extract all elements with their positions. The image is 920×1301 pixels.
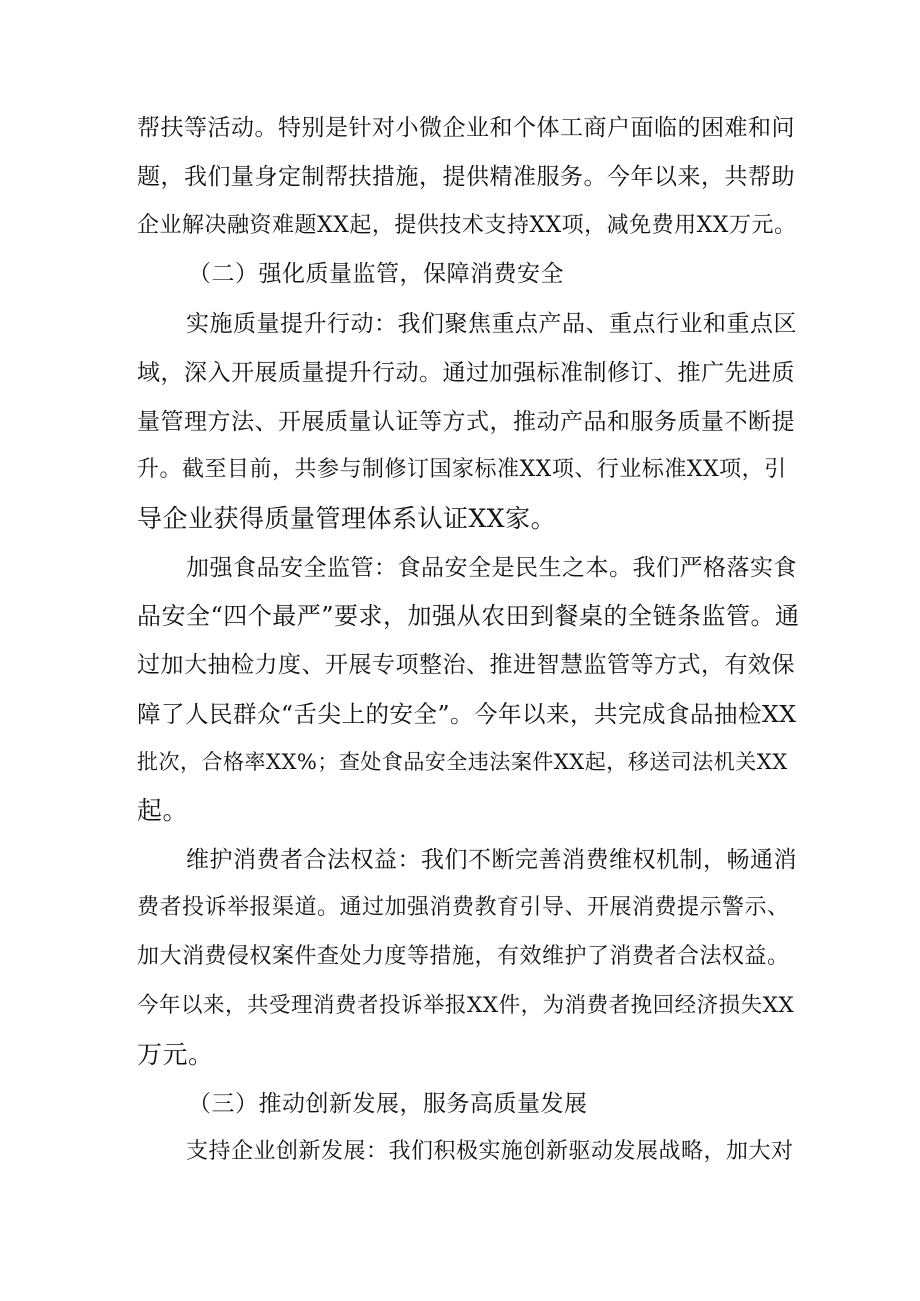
paragraph-line: 批次，合格率XX%；查处食品安全违法案件XX起，移送司法机关XX bbox=[137, 750, 788, 774]
paragraph-line: 今年以来，共受理消费者投诉举报XX件，为消费者挽回经济损失XX bbox=[137, 993, 795, 1018]
paragraph-line: 费者投诉举报渠道。通过加强消费教育引导、开展消费提示警示、 bbox=[137, 895, 790, 920]
paragraph-line: 万元。 bbox=[137, 1040, 214, 1069]
paragraph-line: 支持企业创新发展：我们积极实施创新驱动发展战略，加大对 bbox=[186, 1139, 794, 1164]
paragraph-line: 过加大抽检力度、开展专项整治、推进智慧监管等方式，有效保 bbox=[137, 652, 795, 678]
paragraph-line: 加大消费侵权案件查处力度等措施，有效维护了消费者合法权益。 bbox=[137, 944, 790, 969]
paragraph-line: 起。 bbox=[137, 796, 189, 825]
paragraph-line: 障了人民群众“舌尖上的安全”。今年以来，共完成食品抽检XX bbox=[137, 700, 797, 728]
section-heading: （三）推动创新发展，服务高质量发展 bbox=[188, 1091, 588, 1117]
paragraph-line: 帮扶等活动。特别是针对小微企业和个体工商户面临的困难和问 bbox=[137, 115, 795, 141]
paragraph-line: 升。截至目前，共参与制修订国家标准XX项、行业标准XX项，引 bbox=[137, 457, 787, 482]
paragraph-line: 导企业获得质量管理体系认证XX家。 bbox=[137, 504, 557, 533]
paragraph-line: 维护消费者合法权益：我们不断完善消费维权机制，畅通消 bbox=[186, 847, 797, 873]
section-heading: （二）强化质量监管，保障消费安全 bbox=[188, 261, 564, 287]
paragraph-line: 企业解决融资难题XX起，提供技术支持XX项，减免费用XX万元。 bbox=[137, 213, 797, 238]
paragraph-line: 量管理方法、开展质量认证等方式，推动产品和服务质量不断提 bbox=[137, 409, 795, 435]
paragraph-line: 品安全“四个最严”要求，加强从农田到餐桌的全链条监管。通 bbox=[137, 602, 800, 630]
paragraph-line: 加强食品安全监管：食品安全是民生之本。我们严格落实食 bbox=[186, 555, 797, 581]
paragraph-line: 域，深入开展质量提升行动。通过加强标准制修订、推广先进质 bbox=[137, 360, 795, 386]
paragraph-line: 实施质量提升行动：我们聚焦重点产品、重点行业和重点区 bbox=[186, 311, 797, 337]
paragraph-line: 题，我们量身定制帮扶措施，提供精准服务。今年以来，共帮助 bbox=[137, 164, 795, 190]
